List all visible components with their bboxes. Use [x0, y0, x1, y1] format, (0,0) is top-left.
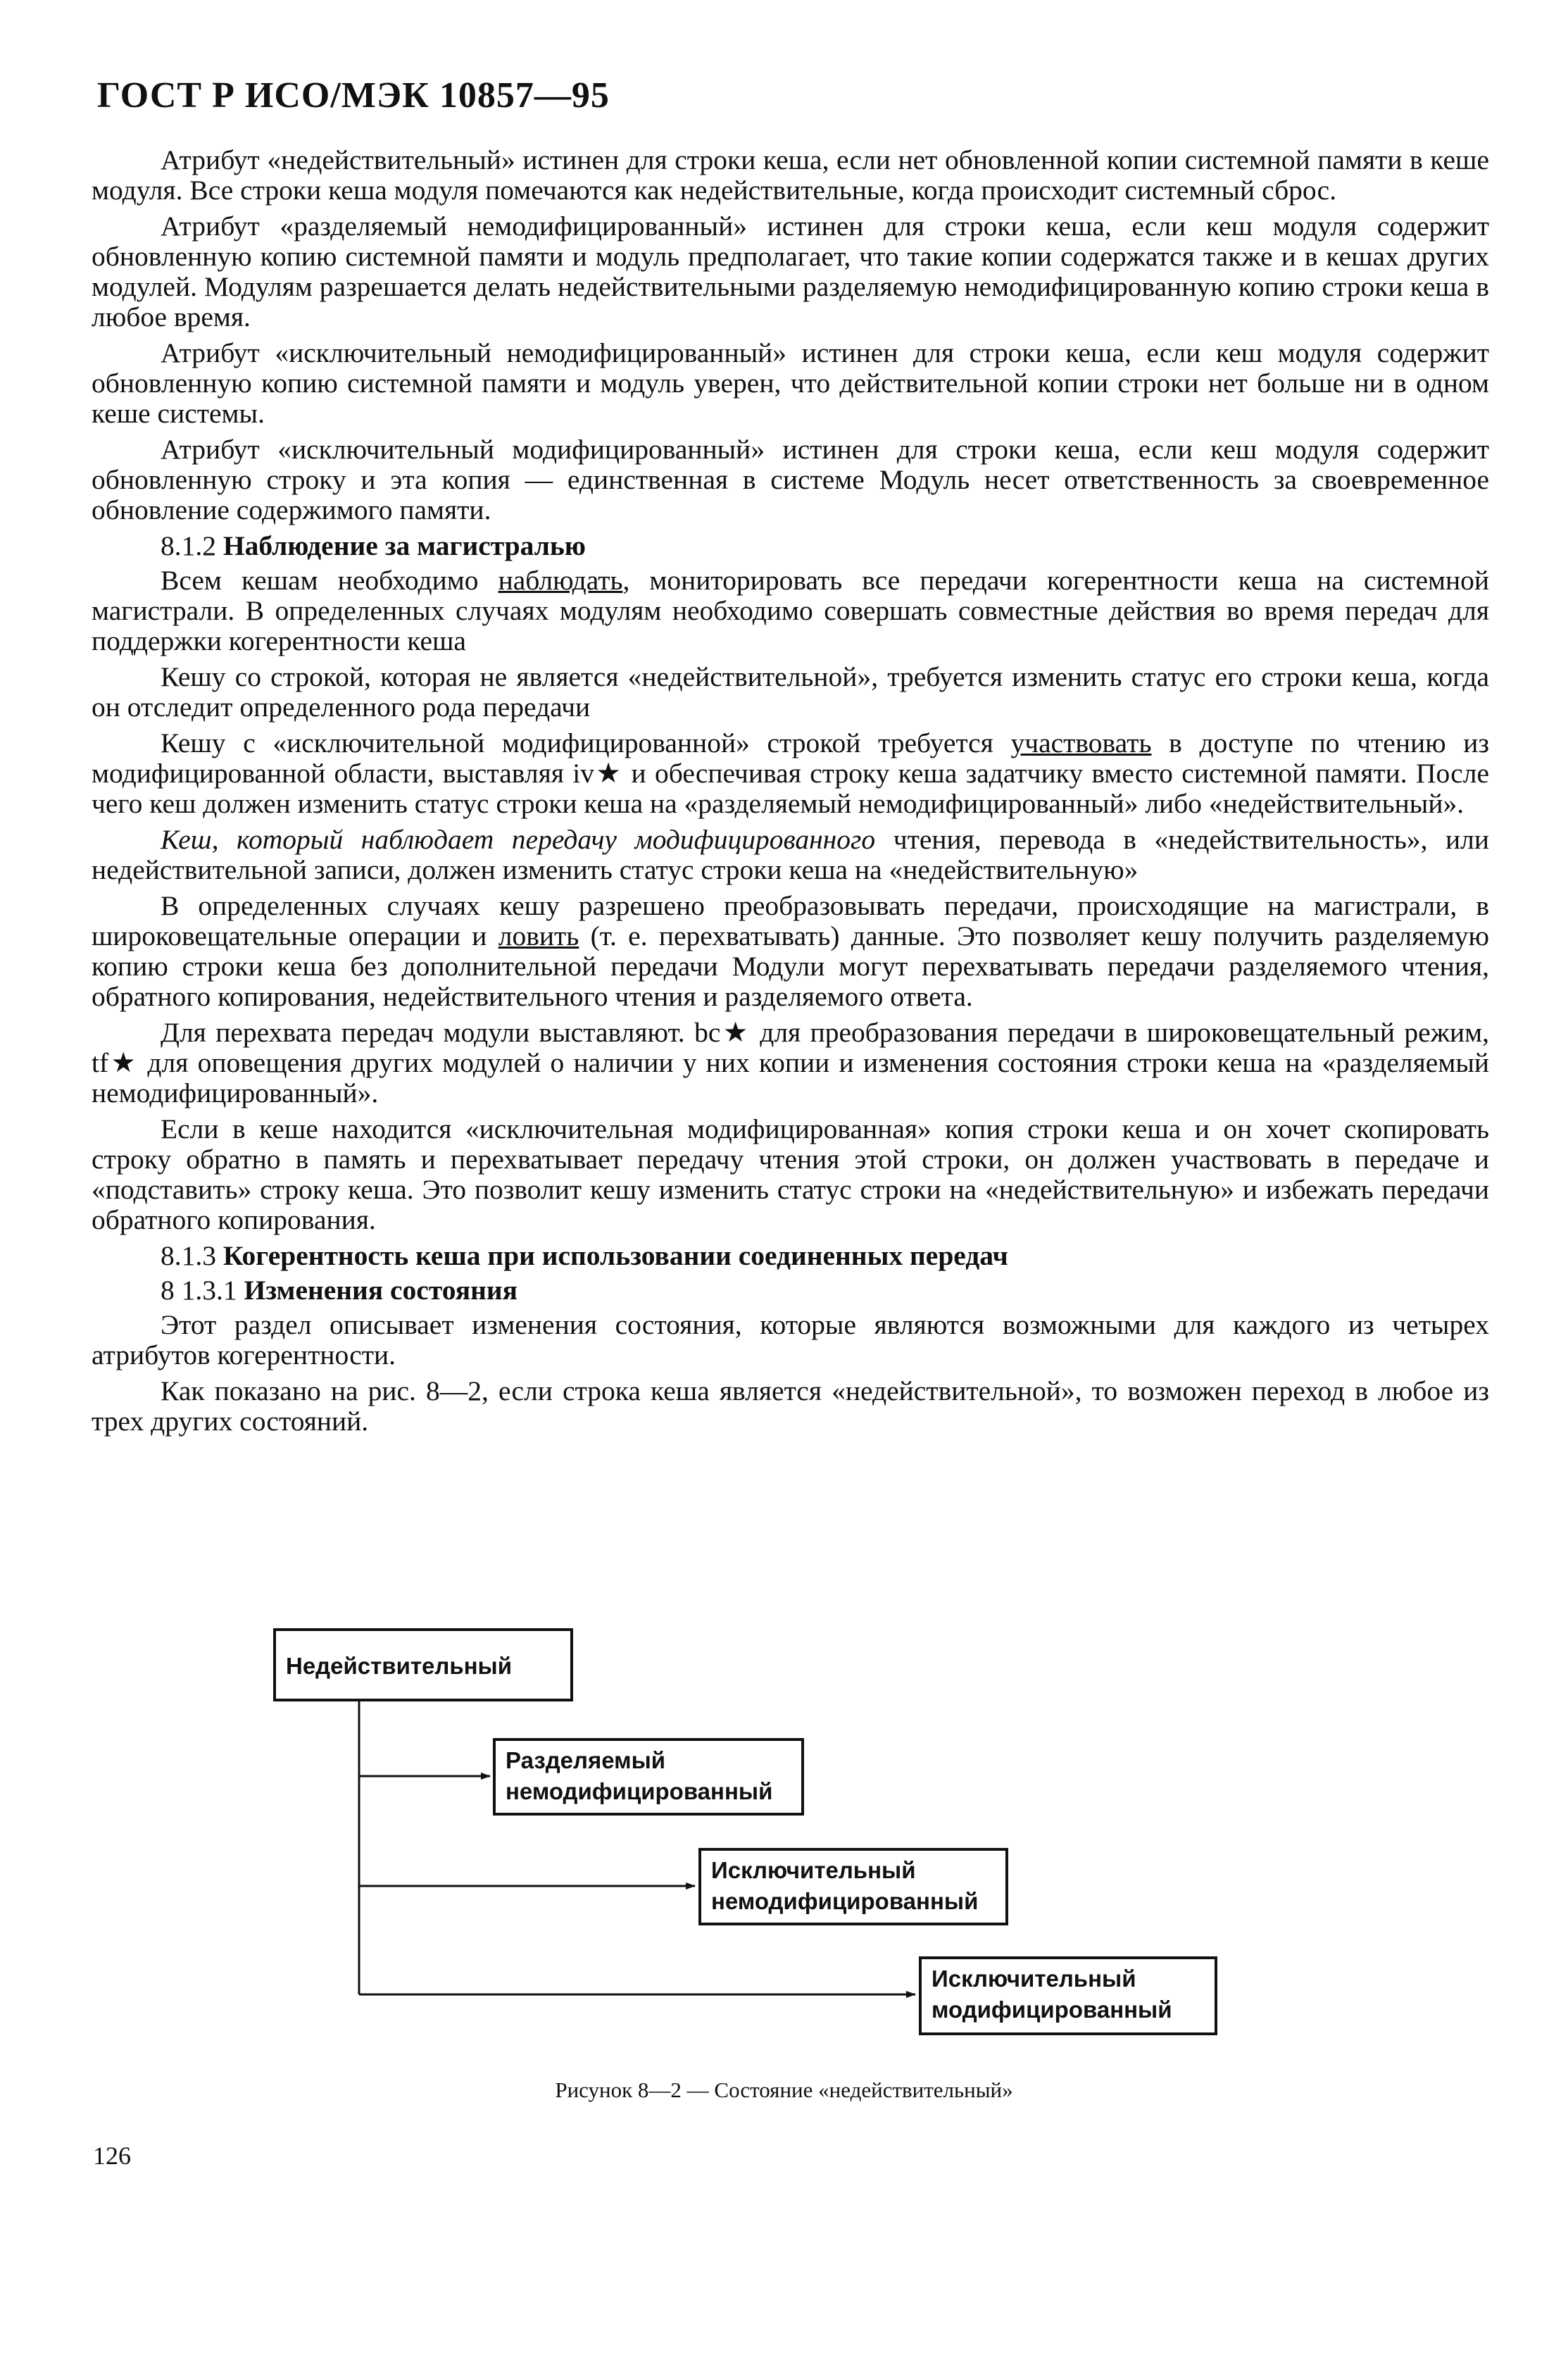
underlined-term: участвовать — [1010, 727, 1152, 758]
state-box-exclusive-modified — [919, 1956, 1217, 2035]
paragraph: Если в кеше находится «исключительная модифицированная» копия строки кеша и он хочет скопировать строку обратно в память и перехватывает передачу чтения этой строки, он должен участвовать в передаче и «подставить» строку кеша. Это позволит кешу изменить статус строки на «недействительную» и избежать передачи обратного копирования. — [92, 1113, 1489, 1235]
paragraph — [92, 825, 1489, 885]
paragraph: Атрибут «исключительный модифицированный» истинен для строки кеша, если кеш модуля содержит обновленную строку и эта копия — единственная в системе Модуль несет ответственность за своевременное обновление содержимого памяти. — [92, 434, 1489, 525]
page-number: 126 — [93, 2142, 131, 2170]
paragraph — [92, 891, 1489, 1012]
page-header: ГОСТ Р ИСО/МЭК 10857—95 — [97, 75, 610, 115]
paragraph: Атрибут «разделяемый немодифицированный» истинен для строки кеша, если кеш модуля содержит обновленную копию системной памяти и модуль предполагает, что такие копии содержатся также и в кешах других модулей. Модулям разрешается делать недействительными разделяемую немодифицированную копию строки кеша в любое время. — [92, 211, 1489, 332]
state-diagram — [268, 1613, 1267, 2063]
section-title: Когерентность кеша при использовании соединенных передач — [222, 1240, 1008, 1271]
paragraph — [92, 566, 1489, 656]
paragraph: Этот раздел описывает изменения состояния, которые являются возможными для каждого из четырех атрибутов когерентности. — [92, 1309, 1489, 1370]
paragraph: Кешу со строкой, которая не является «недействительной», требуется изменить статус его строки кеша, когда он отследит определенного рода передачи — [92, 661, 1489, 723]
section-heading-8-1-3 — [92, 1241, 1489, 1271]
underlined-term: ловить — [498, 920, 579, 951]
state-box-shared-unmodified — [493, 1738, 804, 1816]
state-label-line: Исключительный — [711, 1857, 916, 1883]
state-label-line: немодифицированный — [711, 1888, 979, 1914]
paragraph: Как показано на рис. 8—2, если строка кеша является «недействительной», то возможен переход в любое из трех других состояний. — [92, 1375, 1489, 1437]
section-heading-8-1-3-1 — [92, 1275, 1489, 1306]
paragraph: Атрибут «исключительный немодифицированный» истинен для строки кеша, если кеш модуля содержит обновленную копию системной памяти и модуль уверен, что действительной копии строки нет больше ни в одном кеше системы. — [92, 337, 1489, 429]
figure-caption: Рисунок 8—2 — Состояние «недействительный» — [555, 2078, 1013, 2102]
section-number: 8.1.3 — [161, 1240, 216, 1271]
section-number: 8.1.2 — [161, 530, 216, 561]
state-label-line: немодифицированный — [506, 1778, 773, 1804]
italic-text: Кеш, который наблюдает передачу модифицированного — [161, 824, 876, 855]
section-number: 8 1.3.1 — [161, 1275, 237, 1306]
state-label: Недействительный — [286, 1653, 513, 1679]
section-title: Наблюдение за магистралью — [222, 530, 586, 561]
state-label-line: модифицированный — [932, 1997, 1172, 2023]
paragraph: Для перехвата передач модули выставляют. bc★ для преобразования передачи в широковещательный режим, tf★ для оповещения других модулей о наличии у них копии и изменения состояния строки кеша на «разделяемый немодифицированный». — [92, 1017, 1489, 1108]
state-label-line: Разделяемый — [506, 1747, 666, 1773]
text-run: Кешу с «исключительной модифицированной» строкой требуется — [161, 727, 993, 758]
body-text — [92, 145, 1489, 1442]
text-run: в доступе по чтению из модифицированной области, выставляя iv★ и обеспечивая строку кеша задатчику вместо системной памяти. После чего кеш должен изменить статус строки кеша на «разделяемый немодифицированный» либо «недействительный». — [92, 727, 1490, 819]
text-run: чтения, перевода в «недействительность», или недействительной записи, должен изменить статус строки кеша на «недействительную» — [92, 824, 1490, 885]
text-run: В определенных случаях кешу разрешено преобразовывать передачи, происходящие на магистрали, в широковещательные операции и — [92, 890, 1489, 951]
state-box-invalid — [273, 1628, 573, 1701]
paragraph — [92, 728, 1489, 819]
section-heading-8-1-2 — [92, 531, 1489, 561]
state-box-exclusive-unmodified — [698, 1848, 1008, 1925]
section-title: Изменения состояния — [244, 1275, 518, 1306]
paragraph: Атрибут «недействительный» истинен для строки кеша, если нет обновленной копии системной памяти в кеше модуля. Все строки кеша модуля помечаются как недействительные, когда происходит системный сброс. — [92, 144, 1489, 206]
state-label-line: Исключительный — [932, 1966, 1136, 1992]
text-run: , мониторировать все передачи когерентности кеша на системной магистрали. В определенных случаях модулям необходимо совершать совместные действия во время передач для поддержки когерентности кеша — [92, 565, 1490, 656]
text-run: (т. е. перехватывать) данные. Это позволяет кешу получить разделяемую копию строки кеша без дополнительной передачи Модули могут перехватывать передачи разделяемого чтения, обратного копирования, недействительного чтения и разделяемого ответа. — [92, 920, 1489, 1012]
text-run: Всем кешам необходимо — [161, 565, 479, 596]
underlined-term: наблюдать — [498, 565, 623, 596]
